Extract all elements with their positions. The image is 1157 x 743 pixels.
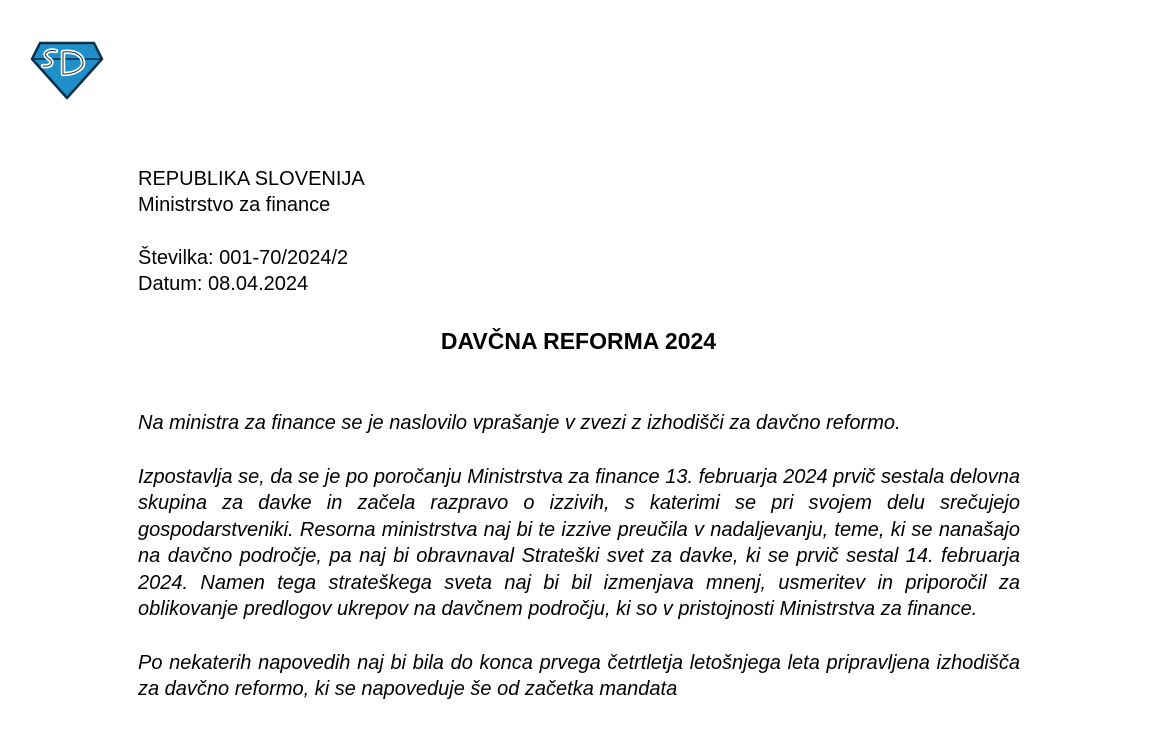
ministry-name: Ministrstvo za finance	[138, 194, 331, 216]
letterhead	[138, 166, 365, 218]
document-body	[138, 410, 1020, 730]
paragraph: Na ministra za finance se je naslovilo vprašanje v zvezi z izhodišči za davčno reformo.	[138, 412, 901, 434]
paragraph: Izpostavlja se, da se je po poročanju Ministrstva za finance 13. februarja 2024 prvič sestala delovna skupina za davke in začela razpravo o izzivih, s katerimi se pri svojem delu srečujejo gospodarstveniki. Resorna ministrstva naj bi te izzive preučila v nadaljevanju, teme, ki se nanašajo na davčno področje, pa naj bi obravnaval Strateški svet za davke, ki se prvič sestal 14. februarja 2024. Namen tega strateškega sveta naj bi bil izmenjava mnenj, usmeritev in priporočil za oblikovanje predlogov ukrepov na davčnem področju, ki so v pristojnosti Ministrstva za finance.	[138, 465, 1020, 620]
paragraph: Po nekaterih napovedih naj bi bila do konca prvega četrtletja letošnjega leta pripravljena izhodišča za davčno reformo, ki se napoveduje še od začetka mandata	[138, 651, 1020, 700]
document-meta	[138, 245, 348, 297]
document-number: Številka: 001-70/2024/2	[138, 247, 349, 269]
country-name: REPUBLIKA SLOVENIJA	[138, 168, 365, 190]
document-title: DAVČNA REFORMA 2024	[440, 328, 717, 354]
sd-logo-icon	[30, 40, 104, 100]
document-date: Datum: 08.04.2024	[138, 273, 309, 295]
